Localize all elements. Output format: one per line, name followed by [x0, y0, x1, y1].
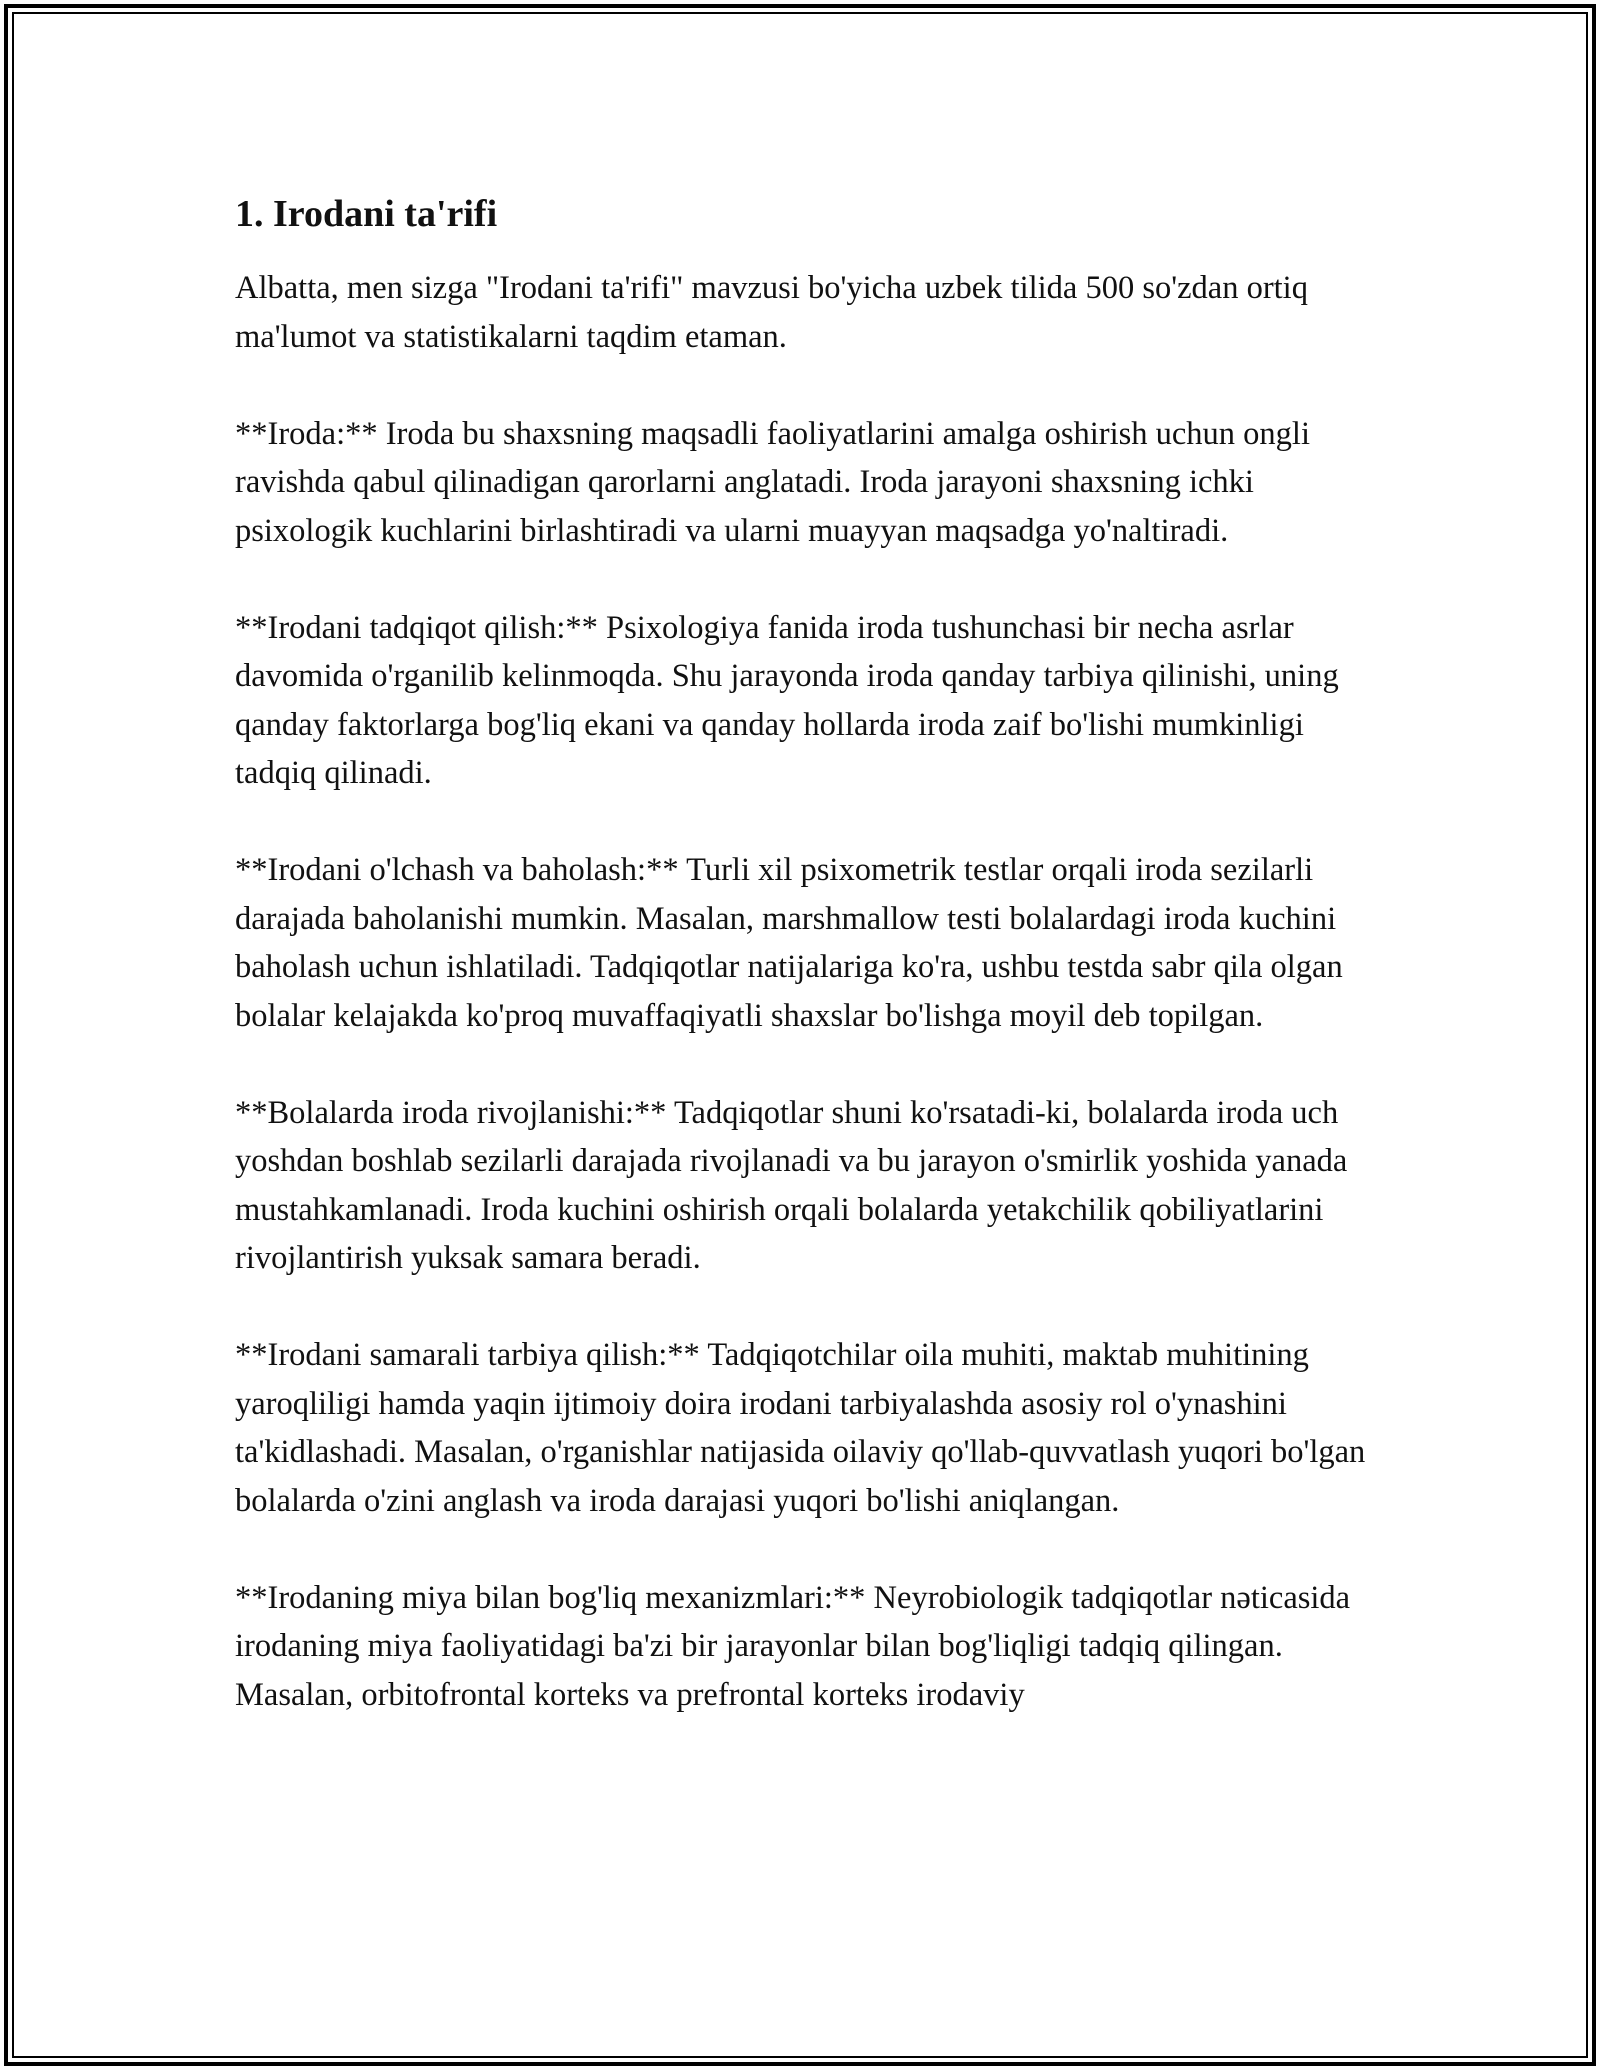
section-heading: 1. Irodani ta'rifi: [235, 193, 498, 235]
paragraph-education: **Irodani samarali tarbiya qilish:** Tadqiqotchilar oila muhiti, maktab muhitining yaroqliligi hamda yaqin ijtimoiy doira irodani tarbiyalashda asosiy rol o'ynashini ta'kidlashadi. Masalan, o'rganishlar natijasida oilaviy qo'llab-quvvatlash yuqori bo'lgan bolalarda o'zini anglash va iroda darajasi yuqori bo'lishi aniqlangan.: [235, 1337, 1366, 1519]
paragraph-brain-mechanisms: **Irodaning miya bilan bog'liq mexanizmlari:** Neyrobiologik tadqiqotlar nəticasida irodaning miya faoliyatidagi ba'zi bir jarayonlar bilan bog'liqligi tadqiq qilingan. Masalan, orbitofrontal korteks va prefrontal korteks irodaviy: [235, 1579, 1351, 1713]
paragraph-iroda: **Iroda:** Iroda bu shaxsning maqsadli faoliyatlarini amalga oshirish uchun ongli ravishda qabul qilinadigan qarorlarni anglatadi. Iroda jarayoni shaxsning ichki psixologik kuchlarini birlashtiradi va ularni muayyan maqsadga yo'naltiradi.: [235, 415, 1310, 549]
paragraph-children-development: **Bolalarda iroda rivojlanishi:** Tadqiqotlar shuni ko'rsatadi-ki, bolalarda iroda uch yoshdan boshlab sezilarli darajada rivojlanadi va bu jarayon o'smirlik yoshida yanada mustahkamlanadi. Iroda kuchini oshirish orqali bolalarda yetakchilik qobiliyatlarini rivojlantirish yuksak samara beradi.: [235, 1094, 1348, 1276]
paragraph-research: **Irodani tadqiqot qilish:** Psixologiya fanida iroda tushunchasi bir necha asrlar davomida o'rganilib kelinmoqda. Shu jarayonda iroda qanday tarbiya qilinishi, uning qanday faktorlarga bog'liq ekani va qanday hollarda iroda zaif bo'lishi mumkinligi tadqiq qilinadi.: [235, 609, 1339, 791]
paragraph-measurement: **Irodani o'lchash va baholash:** Turli xil psixometrik testlar orqali iroda sezilarli darajada baholanishi mumkin. Masalan, marshmallow testi bolalardagi iroda kuchini baholash uchun ishlatiladi. Tadqiqotlar natijalariga ko'ra, ushbu testda sabr qila olgan bolalar kelajakda ko'proq muvaffaqiyatli shaxslar bo'lishga moyil deb topilgan.: [235, 852, 1343, 1034]
paragraph-intro: Albatta, men sizga "Irodani ta'rifi" mavzusi bo'yicha uzbek tilida 500 so'zdan ortiq ma'lumot va statistikalarni taqdim etaman.: [235, 270, 1308, 355]
document-body: [235, 186, 1375, 1768]
